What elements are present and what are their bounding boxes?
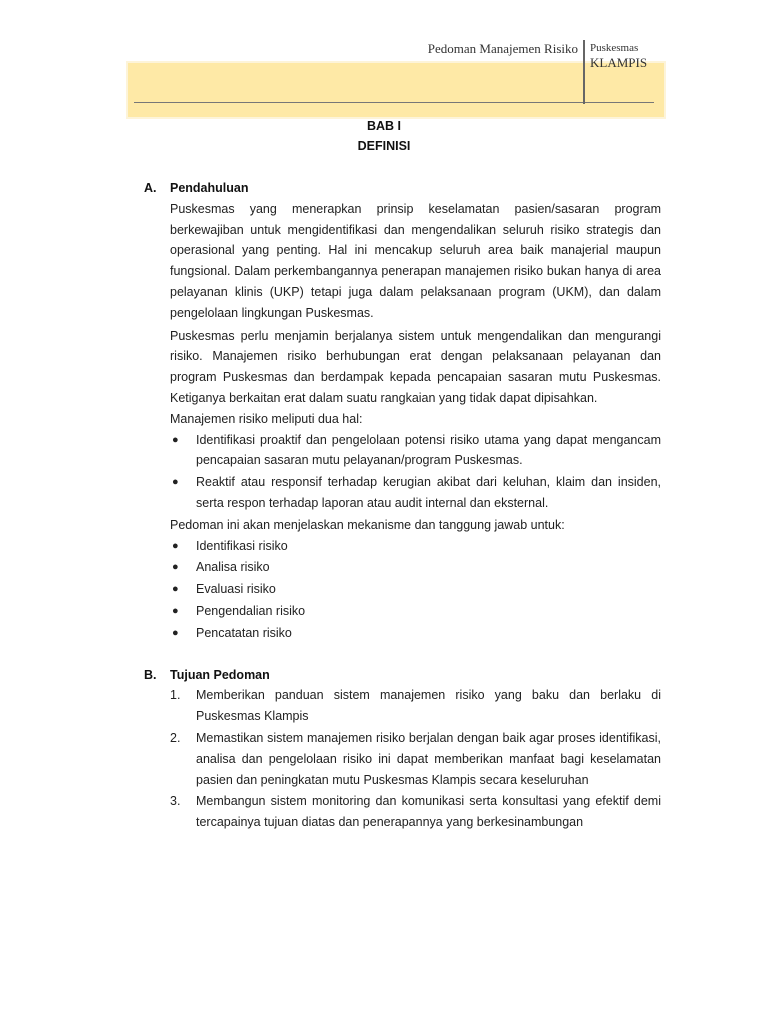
list-item [170, 623, 661, 644]
bullet-icon: ● [172, 626, 179, 639]
bullet-icon: ● [172, 539, 179, 552]
bullet-list-steps [170, 536, 661, 644]
list-item-text: Evaluasi risiko [196, 582, 276, 597]
section-letter: A. [144, 181, 157, 195]
list-item-text: Membangun sistem monitoring dan komunikasi serta konsultasi yang efektif demi tercapainya tujuan diatas dan penerapannya yang berkesinambungan [196, 794, 661, 830]
numbered-list-goals [170, 685, 661, 833]
bullet-icon: ● [172, 583, 179, 596]
list-number: 3. [170, 794, 181, 809]
list-item [170, 557, 661, 578]
organization-location: KLAMPIS [590, 55, 648, 70]
list-item [170, 472, 661, 514]
section-title: Tujuan Pedoman [170, 667, 270, 682]
list-item-text: Pencatatan risiko [196, 625, 292, 640]
bullet-icon: ● [172, 561, 179, 574]
list-item-text: Identifikasi risiko [196, 538, 288, 553]
chapter-number: BAB I [366, 119, 402, 133]
list-item-text: Reaktif atau responsif terhadap kerugian akibat dari keluhan, klaim dan insiden, serta respon terhadap laporan atau audit internal dan eksternal. [196, 475, 661, 510]
section-b-body [170, 685, 661, 833]
section-heading-b [144, 665, 661, 686]
paragraph: Pedoman ini akan menjelaskan mekanisme dan tanggung jawab untuk: [170, 517, 565, 532]
section-spacer [144, 645, 661, 665]
list-item [170, 728, 661, 790]
list-item [170, 579, 661, 600]
header-rule [134, 102, 654, 103]
list-item-text: Identifikasi proaktif dan pengelolaan potensi risiko utama yang dapat mengancam pencapaian sasaran mutu pelayanan/program Puskesmas. [196, 432, 661, 468]
organization-name: Puskesmas [590, 42, 639, 54]
header-divider [583, 40, 585, 104]
list-item-text: Memberikan panduan sistem manajemen risiko yang baku dan berlaku di Puskesmas Klampis [196, 688, 661, 724]
list-item [170, 536, 661, 557]
list-item [170, 430, 661, 472]
section-a-body [170, 199, 661, 644]
list-number: 1. [170, 688, 181, 703]
document-body [144, 178, 661, 834]
chapter-title: DEFINISI [357, 139, 411, 153]
document-title: Pedoman Manajemen Risiko [427, 41, 578, 56]
bullet-icon: ● [172, 604, 179, 617]
list-item [170, 601, 661, 622]
section-letter: B. [144, 667, 157, 682]
list-number: 2. [170, 730, 181, 745]
list-item-text: Memastikan sistem manajemen risiko berjalan dengan baik agar proses identifikasi, analisa dan pengelolaan risiko ini dapat memberikan manfaat bagi keselamatan pasien dan peningkatan mutu Puskesmas Klampis secara keseluruhan [196, 730, 661, 787]
list-item-text: Analisa risiko [196, 560, 270, 575]
paragraph: Puskesmas yang menerapkan prinsip keselamatan pasien/sasaran program berkewajiban untuk mengidentifikasi dan mengendalikan seluruh risiko strategis dan operasional yang penting. Hal ini mencakup seluruh area baik manajerial maupun fungsional. Dalam perkembangannya penerapan manajemen risiko bukan hanya di area pelayanan klinis (UKP) tetapi juga dalam pelaksanaan program (UKM), dan dalam pengelolaan lingkungan Puskesmas. [170, 201, 661, 320]
bullet-list-scope [170, 430, 661, 514]
list-item [170, 791, 661, 833]
list-item [170, 685, 661, 727]
bullet-icon: ● [172, 476, 179, 489]
paragraph: Manajemen risiko meliputi dua hal: [170, 411, 363, 426]
paragraph: Puskesmas perlu menjamin berjalanya sistem untuk mengendalikan dan mengurangi risiko. Manajemen risiko berhubungan erat dengan pelaksanaan pelayanan dan program Puskesmas dan berdampak kepada pencapaian sasaran mutu Puskesmas. Ketiganya berkaitan erat dalam suatu rangkaian yang tidak dapat dipisahkan. [170, 328, 661, 405]
list-item-text: Pengendalian risiko [196, 603, 306, 618]
section-heading-a [144, 178, 661, 199]
header-organization [590, 43, 654, 70]
bullet-icon: ● [172, 433, 179, 446]
section-title: Pendahuluan [170, 181, 249, 195]
